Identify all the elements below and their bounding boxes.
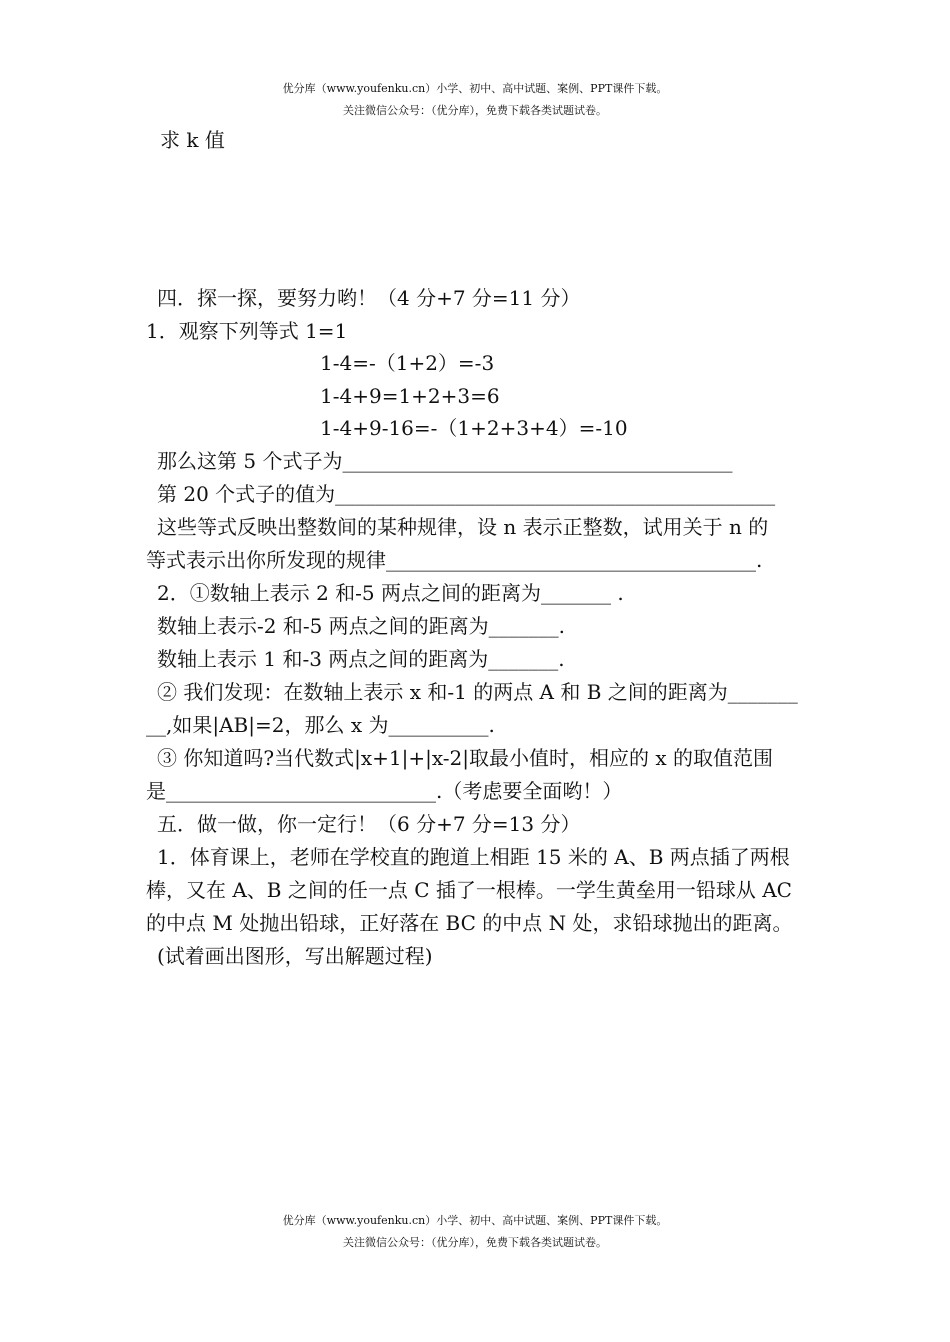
q2-minimum-line-2: 是___________________________.（考虑要全面哟！）: [146, 779, 623, 803]
q5-1-line-3: 的中点 M 处抛出铅球，正好落在 BC 的中点 N 处，求铅球抛出的距离。: [146, 911, 793, 935]
q5-1-line-1: 1．体育课上，老师在学校直的跑道上相距 15 米的 A、B 两点插了两根: [157, 845, 790, 869]
section-5-title: 五．做一做，你一定行！（6 分+7 分=13 分）: [157, 812, 581, 836]
q1-observe-line: 1．观察下列等式 1=1: [146, 319, 348, 343]
footer-line-2: 关注微信公众号：（优分库），免费下载各类试题试卷。: [343, 1236, 607, 1249]
section-4-title: 四．探一探，要努力哟！（4 分+7 分=11 分）: [157, 286, 581, 310]
header-line-2: 关注微信公众号：（优分库），免费下载各类试题试卷。: [343, 104, 607, 117]
q2-distance-c: 数轴上表示 1 和-3 两点之间的距离为_______.: [157, 647, 565, 671]
q2-distance-a: 2．①数轴上表示 2 和-5 两点之间的距离为_______ .: [157, 581, 624, 605]
q2-discovery-line-1: ② 我们发现：在数轴上表示 x 和-1 的两点 A 和 B 之间的距离为_______: [157, 680, 798, 704]
q1-rule-line-2: 等式表示出你所发现的规律_____________________________________.: [146, 548, 763, 572]
q1-equation-2: 1-4=-（1+2）=-3: [320, 351, 495, 375]
find-k-prompt: 求 k 值: [160, 128, 225, 152]
header-line-1: 优分库（www.youfenku.cn）小学、初中、高中试题、案例、PPT课件下载。: [282, 82, 668, 95]
q2-distance-b: 数轴上表示-2 和-5 两点之间的距离为_______.: [157, 614, 566, 638]
q5-1-line-4: (试着画出图形，写出解题过程): [157, 944, 433, 968]
q1-equation-4: 1-4+9-16=-（1+2+3+4）=-10: [320, 416, 628, 440]
q5-1-line-2: 棒，又在 A、B 之间的任一点 C 插了一根棒。一学生黄垒用一铅球从 AC: [146, 878, 792, 902]
q1-fifth-equation: 那么这第 5 个式子为_______________________________________: [157, 449, 733, 473]
q2-discovery-line-2: __,如果|AB|=2，那么 x 为__________.: [146, 713, 495, 737]
q1-twentieth-value: 第 20 个式子的值为____________________________________________: [157, 482, 776, 506]
q1-rule-line-1: 这些等式反映出整数间的某种规律，设 n 表示正整数，试用关于 n 的: [157, 515, 769, 539]
q1-equation-3: 1-4+9=1+2+3=6: [320, 384, 500, 408]
q2-minimum-line-1: ③ 你知道吗?当代数式|x+1|+|x-2|取最小值时，相应的 x 的取值范围: [157, 746, 773, 770]
footer-line-1: 优分库（www.youfenku.cn）小学、初中、高中试题、案例、PPT课件下载。: [282, 1214, 668, 1227]
